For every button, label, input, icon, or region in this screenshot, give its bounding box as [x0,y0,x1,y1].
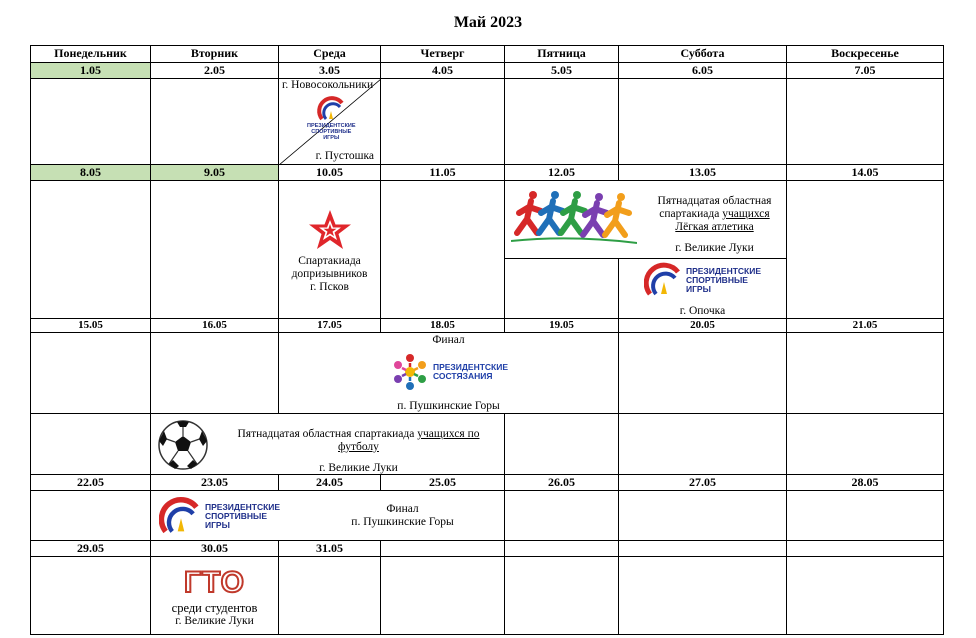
event-title: учащихся по [417,428,480,440]
runners-icon [511,187,637,247]
date-cell: 16.05 [151,319,279,333]
date-cell: 27.05 [619,475,787,491]
date-cell: 10.05 [279,165,381,181]
psi-logo-line: ПРЕЗИДЕНТСКИЕ [205,501,281,512]
psi-emblem-icon [644,262,684,298]
event-title: Финал [432,334,465,346]
event-title: Пятнадцатая областная [657,195,772,207]
event-football [151,414,505,475]
event-city: г. Великие Луки [319,462,398,474]
date-cell: 31.05 [279,541,381,557]
event-title: Пятнадцатая областная спартакиада [237,428,418,440]
event-psi-final [151,491,505,541]
date-cell: 23.05 [151,475,279,491]
date-cell [505,541,619,557]
date-row [31,165,944,181]
event-row [31,333,944,414]
weekday-header: Вторник [151,46,279,63]
date-cell: 20.05 [619,319,787,333]
event-cell [787,557,944,635]
psi-logo-line: СПОРТИВНЫЕ [205,510,267,521]
red-star-icon [308,209,352,251]
event-city: п. Пушкинские Горы [351,516,454,528]
weekday-header: Суббота [619,46,787,63]
date-row [31,541,944,557]
date-cell: 13.05 [619,165,787,181]
event-cell [787,181,944,319]
event-athletics-13 [505,181,787,259]
psi-logo-line: ИГРЫ [685,283,711,294]
event-cell [505,79,619,165]
event-title: Финал [386,503,419,515]
event-title: Лёгкая атлетика [675,221,754,233]
weekday-header: Среда [279,46,381,63]
soccer-ball-icon [157,419,209,471]
page-title: Май 2023 [453,14,523,31]
event-cell [505,491,619,541]
event-cell [31,557,151,635]
date-cell: 29.05 [31,541,151,557]
date-cell [381,541,505,557]
event-cell [151,181,279,319]
psi-logo-line: СПОРТИВНЫЕ [685,274,748,285]
date-cell: 2.05 [151,63,279,79]
weekday-header: Четверг [381,46,505,63]
pss-emblem-icon [389,351,431,393]
date-cell: 3.05 [279,63,381,79]
event-cell [619,79,787,165]
event-cell [787,333,944,414]
date-cell: 6.05 [619,63,787,79]
event-cell [31,333,151,414]
event-cell [619,333,787,414]
date-cell: 9.05 [151,165,279,181]
weekday-header: Пятница [505,46,619,63]
event-cell [619,414,787,475]
psi-logo-line: СПОРТИВНЫЕ [311,129,352,135]
date-cell: 8.05 [31,165,151,181]
event-cell [619,491,787,541]
date-cell: 25.05 [381,475,505,491]
event-cell [381,79,505,165]
weekday-header: Понедельник [31,46,151,63]
psi-logo-line: ПРЕЗИДЕНТСКИЕ [307,123,356,129]
date-cell: 12.05 [505,165,619,181]
event-psi-3 [279,79,381,165]
date-cell: 19.05 [505,319,619,333]
event-title: допризывников [291,268,368,280]
event-title: учащихся [722,208,770,220]
event-city: г. Псков [310,281,349,293]
event-cell [505,259,619,319]
date-cell: 28.05 [787,475,944,491]
event-cell [619,557,787,635]
event-row [31,79,944,165]
event-cell [381,181,505,319]
event-row [31,557,944,635]
date-cell: 15.05 [31,319,151,333]
event-spartakiada-10 [279,181,381,319]
event-cell [787,491,944,541]
event-gto [151,557,279,635]
event-cell [31,414,151,475]
pss-logo [389,351,508,393]
weekday-header: Воскресенье [787,46,944,63]
psi-logo-line: ИГРЫ [205,519,230,530]
event-row [31,181,944,259]
event-city: г. Великие Луки [675,242,754,254]
event-cell [279,557,381,635]
event-city: п. Пушкинские Горы [397,400,500,412]
event-city: г. Великие Луки [175,615,254,627]
date-cell: 22.05 [31,475,151,491]
weekday-header-row [31,46,944,63]
psi-logo [159,496,280,536]
event-city: г. Опочка [679,305,726,317]
psi-logo-line: ПРЕЗИДЕНТСКИЕ [685,265,762,276]
event-cell [31,491,151,541]
event-city: г. Новосокольники [282,79,374,91]
date-cell: 24.05 [279,475,381,491]
date-cell: 21.05 [787,319,944,333]
date-cell: 7.05 [787,63,944,79]
date-cell: 4.05 [381,63,505,79]
event-cell [381,557,505,635]
event-row [31,414,944,475]
date-row [31,475,944,491]
psi-logo [644,262,761,298]
event-psi-13 [619,259,787,319]
event-title: Спартакиада [298,255,361,267]
psi-emblem-icon [159,496,203,536]
event-title: среди студентов [171,601,258,615]
event-cell [151,333,279,414]
date-cell: 26.05 [505,475,619,491]
pss-logo-line: СОСТЯЗАНИЯ [432,371,493,381]
date-cell: 11.05 [381,165,505,181]
event-cell [787,414,944,475]
date-row [31,319,944,333]
event-title: спартакиада [659,208,723,220]
psi-logo-line: ИГРЫ [323,135,340,141]
date-cell: 5.05 [505,63,619,79]
date-cell [787,541,944,557]
event-pss-17 [279,333,619,414]
event-cell [787,79,944,165]
date-cell [619,541,787,557]
date-cell: 17.05 [279,319,381,333]
date-cell: 30.05 [151,541,279,557]
event-cell [31,181,151,319]
event-title: футболу [338,441,379,453]
calendar-table [30,45,944,635]
gto-logo: ГТО [184,566,245,599]
date-cell: 14.05 [787,165,944,181]
date-row [31,63,944,79]
event-cell [505,557,619,635]
event-row [31,491,944,541]
psi-emblem-icon [316,95,346,123]
date-cell: 1.05 [31,63,151,79]
event-cell [505,414,619,475]
psi-logo [307,95,356,141]
date-cell: 18.05 [381,319,505,333]
event-cell [151,79,279,165]
event-city: г. Пустошка [315,150,374,162]
event-cell [31,79,151,165]
pss-logo-line: ПРЕЗИДЕНТСКИЕ [432,362,509,372]
